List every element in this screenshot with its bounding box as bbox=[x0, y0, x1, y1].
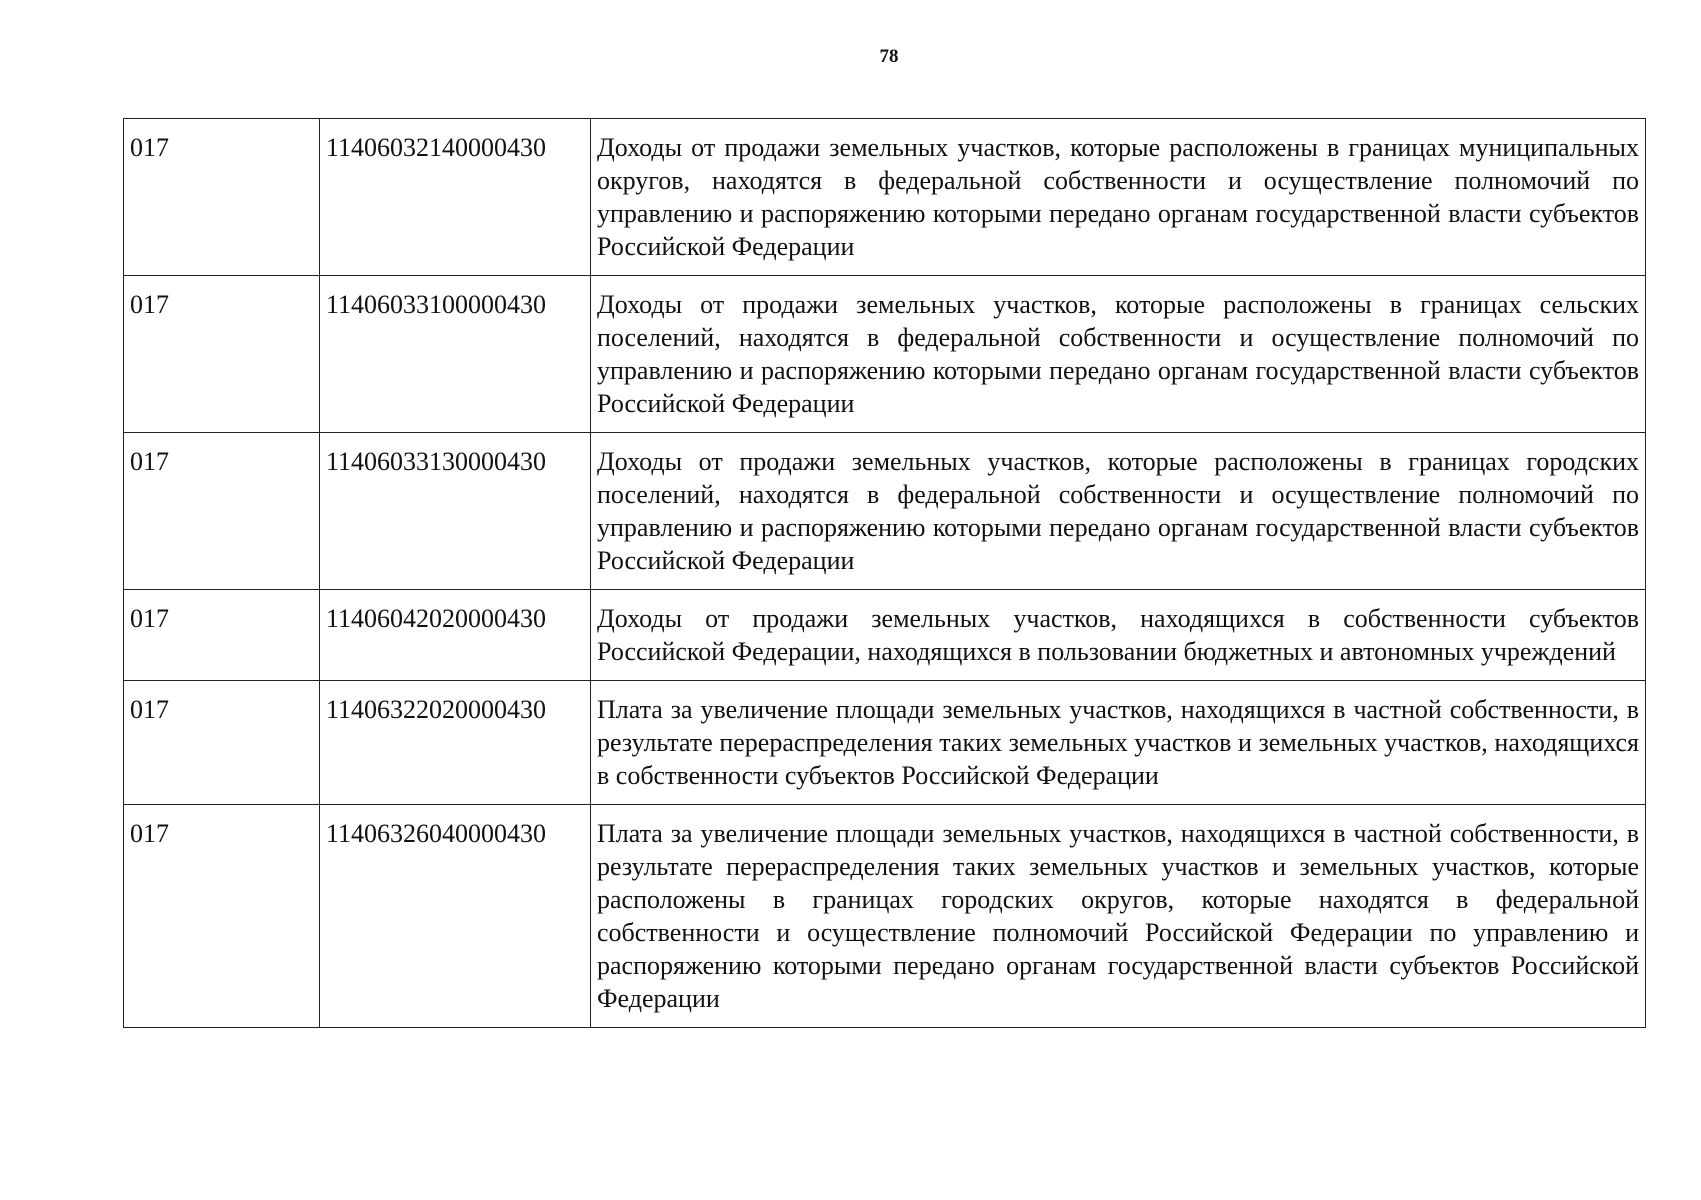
table-row bbox=[124, 276, 1646, 433]
admin-code-cell: 017 bbox=[124, 276, 320, 433]
admin-code-cell: 017 bbox=[124, 681, 320, 805]
admin-code-cell: 017 bbox=[124, 805, 320, 1028]
description-cell: Доходы от продажи земельных участков, которые расположены в границах муниципальных округов, находятся в федеральной собственности и осуществление полномочий по управлению и распоряжению которыми передано органам государственной власти субъектов Российской Федерации bbox=[591, 119, 1646, 276]
table-row bbox=[124, 119, 1646, 276]
table-row bbox=[124, 433, 1646, 590]
budget-code-cell: 11406032140000430 bbox=[320, 119, 591, 276]
budget-codes-table bbox=[123, 118, 1646, 1028]
description-cell: Плата за увеличение площади земельных участков, находящихся в частной собственности, в результате перераспределения таких земельных участков и земельных участков, находящихся в собственности субъектов Российской Федерации bbox=[591, 681, 1646, 805]
admin-code-cell: 017 bbox=[124, 119, 320, 276]
description-cell: Плата за увеличение площади земельных участков, находящихся в частной собственности, в результате перераспределения таких земельных участков и земельных участков, которые расположены в границах городских округов, которые находятся в федеральной собственности и осуществление полномочий Российской Федерации по управлению и распоряжению которыми передано органам государственной власти субъектов Российской Федерации bbox=[591, 805, 1646, 1028]
page-number: 78 bbox=[879, 46, 899, 67]
budget-code-cell: 11406033100000430 bbox=[320, 276, 591, 433]
description-cell: Доходы от продажи земельных участков, которые расположены в границах городских поселений, находятся в федеральной собственности и осуществление полномочий по управлению и распоряжению которыми передано органам государственной власти субъектов Российской Федерации bbox=[591, 433, 1646, 590]
budget-code-cell: 11406322020000430 bbox=[320, 681, 591, 805]
table-row bbox=[124, 805, 1646, 1028]
budget-code-cell: 11406326040000430 bbox=[320, 805, 591, 1028]
admin-code-cell: 017 bbox=[124, 590, 320, 681]
table-row bbox=[124, 590, 1646, 681]
description-cell: Доходы от продажи земельных участков, которые расположены в границах сельских поселений, находятся в федеральной собственности и осуществление полномочий по управлению и распоряжению которыми передано органам государственной власти субъектов Российской Федерации bbox=[591, 276, 1646, 433]
table-row bbox=[124, 681, 1646, 805]
budget-code-cell: 11406033130000430 bbox=[320, 433, 591, 590]
admin-code-cell: 017 bbox=[124, 433, 320, 590]
budget-code-cell: 11406042020000430 bbox=[320, 590, 591, 681]
description-cell: Доходы от продажи земельных участков, находящихся в собственности субъектов Российской Федерации, находящихся в пользовании бюджетных и автономных учреждений bbox=[591, 590, 1646, 681]
